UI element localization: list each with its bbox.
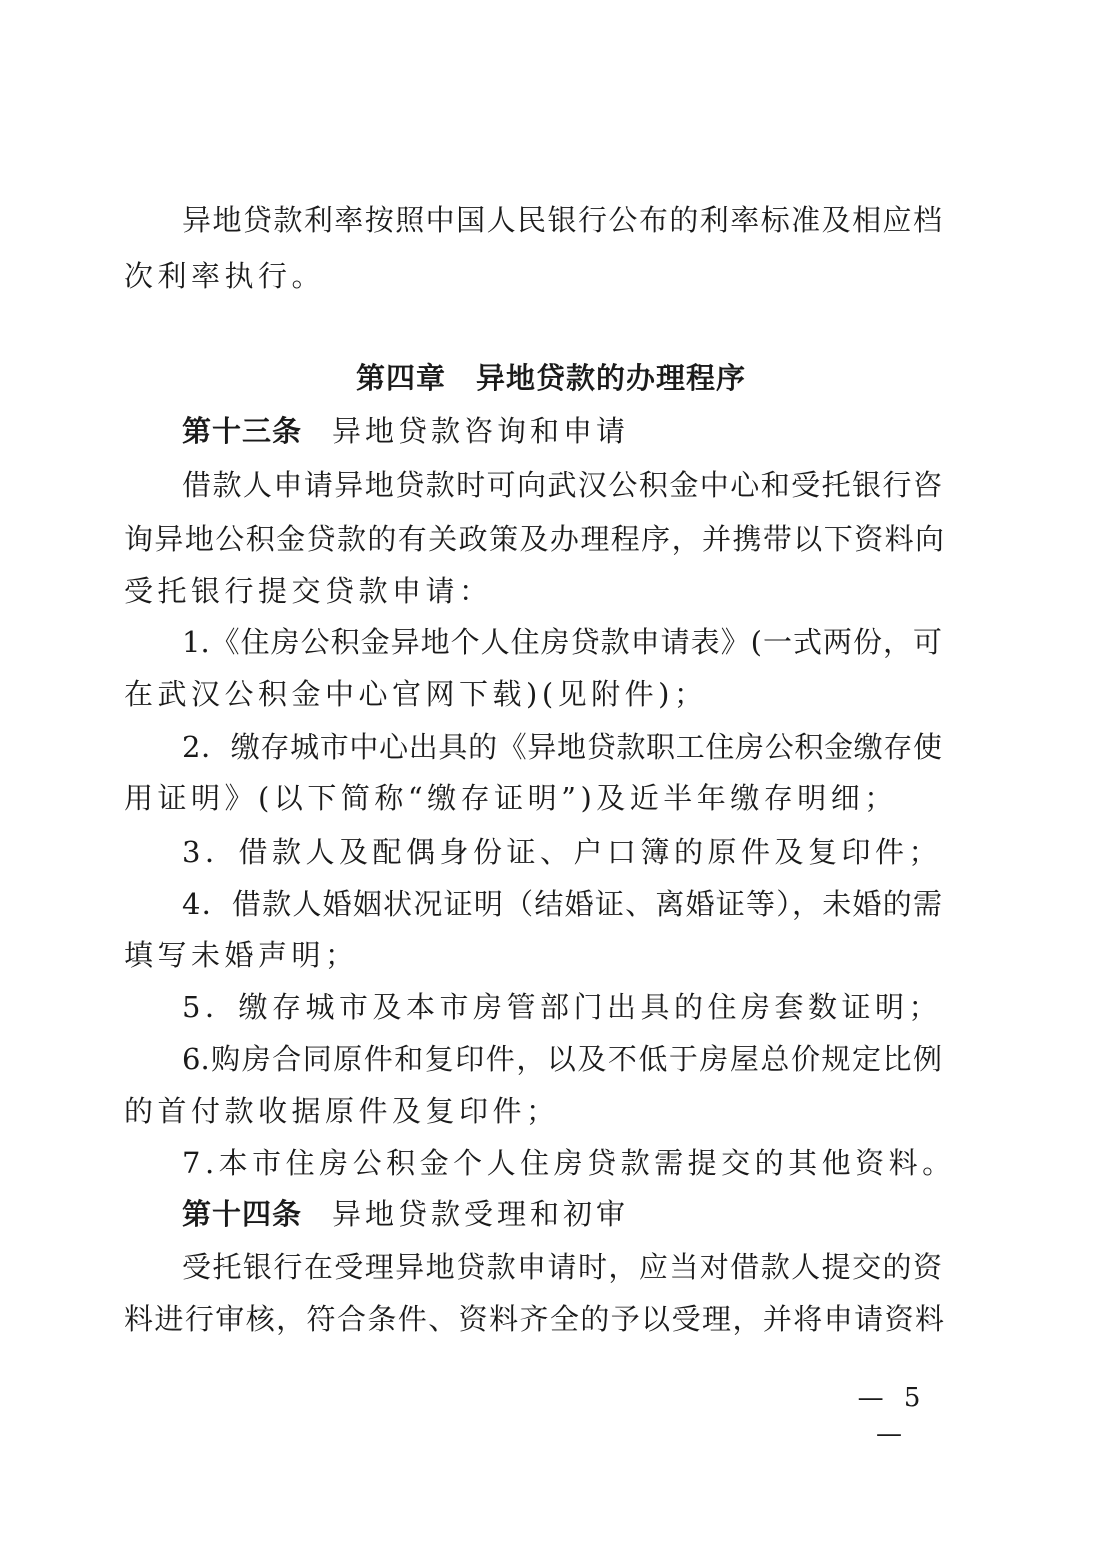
paragraph-rate-line-2: 次利率执行。	[124, 259, 326, 293]
item-2-line-2: 用证明》(以下简称“缴存证明”)及近半年缴存明细；	[124, 781, 898, 815]
item-1-line-1: 1.《住房公积金异地个人住房贷款申请表》(一式两份，可	[182, 625, 942, 659]
item-5: 5．缴存城市及本市房管部门出具的住房套数证明；	[182, 990, 942, 1024]
article-14-title: 异地贷款受理和初审	[332, 1197, 630, 1231]
article-13-intro-line-3: 受托银行提交贷款申请：	[124, 574, 493, 608]
article-14-line-2: 料进行审核，符合条件、资料齐全的予以受理，并将申请资料	[124, 1302, 944, 1336]
article-13-intro-line-2: 询异地公积金贷款的有关政策及办理程序，并携带以下资料向	[124, 522, 944, 556]
item-6-line-1: 6.购房合同原件和复印件，以及不低于房屋总价规定比例	[182, 1042, 942, 1076]
article-14-heading	[182, 1194, 942, 1234]
chapter-title: 第四章 异地贷款的办理程序	[355, 361, 746, 395]
item-6-line-2: 的首付款收据原件及复印件；	[124, 1094, 560, 1128]
article-13-label: 第十三条	[182, 414, 303, 448]
paragraph-rate-line-1: 异地贷款利率按照中国人民银行公布的利率标准及相应档	[182, 203, 942, 237]
item-1-line-2: 在武汉公积金中心官网下载)(见附件)；	[124, 677, 708, 711]
page-number: — 5 —	[857, 1383, 927, 1449]
item-2-line-1: 2．缴存城市中心出具的《异地贷款职工住房公积金缴存使	[182, 730, 942, 764]
item-7: 7.本市住房公积金个人住房贷款需提交的其他资料。	[182, 1146, 956, 1180]
article-13-heading	[182, 411, 942, 451]
item-3: 3．借款人及配偶身份证、户口簿的原件及复印件；	[182, 835, 942, 869]
article-13-title: 异地贷款咨询和申请	[332, 414, 630, 448]
item-4-line-1: 4．借款人婚姻状况证明（结婚证、离婚证等），未婚的需	[182, 887, 942, 921]
article-13-intro-line-1: 借款人申请异地贷款时可向武汉公积金中心和受托银行咨	[182, 468, 942, 502]
item-4-line-2: 填写未婚声明；	[124, 938, 359, 972]
article-14-line-1: 受托银行在受理异地贷款申请时，应当对借款人提交的资	[182, 1250, 942, 1284]
article-14-label: 第十四条	[182, 1197, 303, 1231]
